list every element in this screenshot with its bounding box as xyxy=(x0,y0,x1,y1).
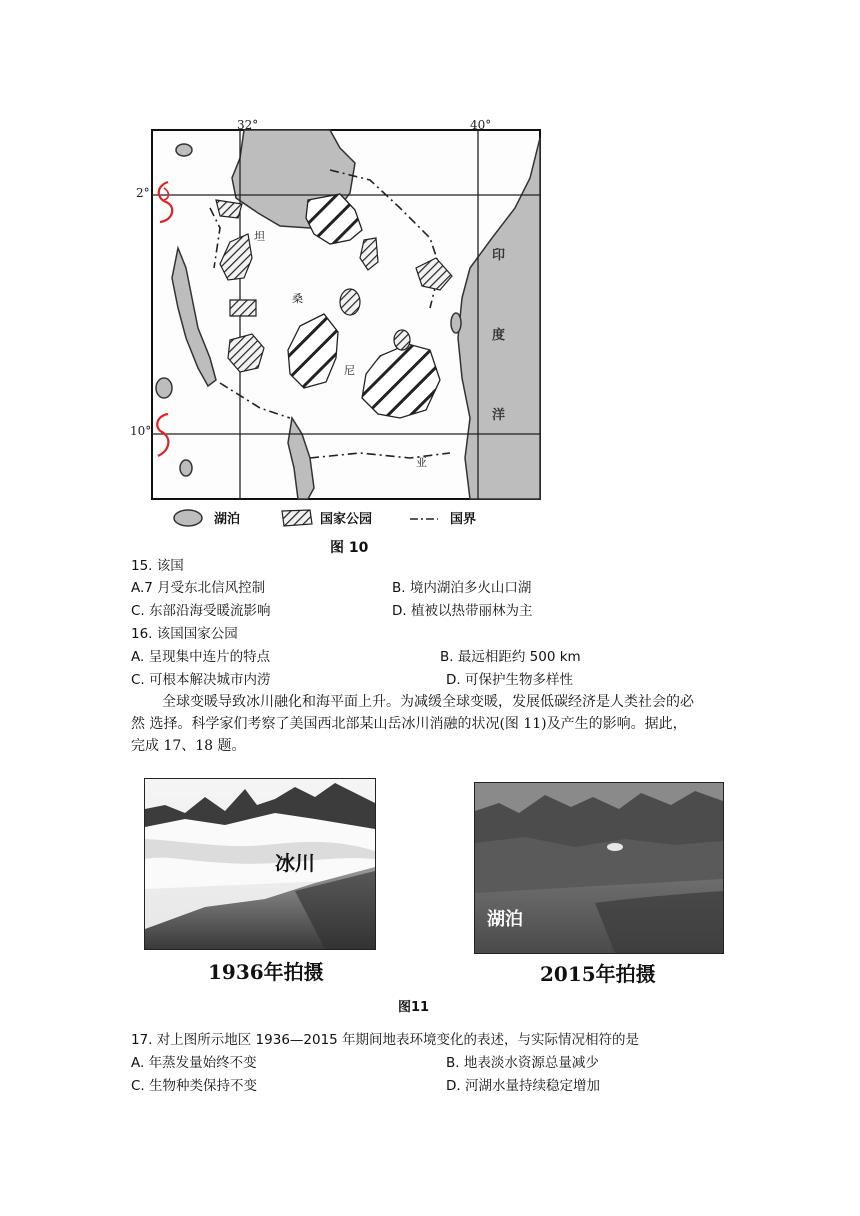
legend-park-swatch xyxy=(282,510,312,526)
lake-small xyxy=(180,460,192,476)
q15-option-a: A.7 月受东北信风控制 xyxy=(131,580,266,596)
lake-small xyxy=(451,313,461,333)
red-annotation-mark xyxy=(150,178,180,228)
q16-option-a: A. 呈现集中连片的特点 xyxy=(131,649,271,665)
q15-option-d: D. 植被以热带丽林为主 xyxy=(392,603,533,619)
figure-10 xyxy=(130,118,560,558)
lat-label-2: 2° xyxy=(136,186,150,200)
legend-park-label: 国家公园 xyxy=(320,512,373,527)
intro-line-2: 然 选择。科学家们考察了美国西北部某山岳冰川消融的状况(图 11)及产生的影响。据此， xyxy=(131,716,687,732)
country-char: 尼 xyxy=(344,364,355,377)
park-small-2 xyxy=(394,330,410,350)
red-annotation-mark xyxy=(148,412,178,462)
ocean-char: 度 xyxy=(492,328,506,343)
q16-option-c: C. 可根本解决城市内涝 xyxy=(131,672,271,688)
lon-label-32: 32° xyxy=(237,118,259,132)
q17-option-b: B. 地表淡水资源总量减少 xyxy=(446,1055,599,1071)
legend-border-label: 国界 xyxy=(450,512,477,527)
q15-option-c: C. 东部沿海受暖流影响 xyxy=(131,603,271,619)
q17-option-c: C. 生物种类保持不变 xyxy=(131,1078,258,1094)
q17-option-a: A. 年蒸发量始终不变 xyxy=(131,1055,257,1071)
q17-option-d: D. 河湖水量持续稳定增加 xyxy=(446,1078,600,1094)
q16-option-b: B. 最远相距约 500 km xyxy=(440,649,581,665)
ocean-char: 印 xyxy=(492,248,506,263)
ocean-char: 洋 xyxy=(492,408,506,423)
country-char: 坦 xyxy=(254,230,265,243)
q15-stem: 15. 该国 xyxy=(131,558,184,574)
legend-lake-swatch xyxy=(174,510,202,526)
photo-1936-caption: 1936年拍摄 xyxy=(208,960,324,984)
q17-stem: 17. 对上图所示地区 1936—2015 年期间地表环境变化的表述，与实际情况相符的是 xyxy=(131,1032,640,1048)
lake-small xyxy=(156,378,172,398)
photo-2015-caption: 2015年拍摄 xyxy=(540,962,656,986)
legend-lake-label: 湖泊 xyxy=(214,512,241,527)
park-oval xyxy=(340,289,360,315)
country-char: 亚 xyxy=(416,456,427,469)
photo-1936-label: 冰川 xyxy=(275,851,315,875)
figure-11-caption: 图11 xyxy=(398,1000,430,1015)
photo-1936 xyxy=(144,778,376,950)
figure-10-caption: 图 10 xyxy=(330,540,369,556)
q16-option-d: D. 可保护生物多样性 xyxy=(446,672,573,688)
q16-stem: 16. 该国国家公园 xyxy=(131,626,238,642)
q15-option-b: B. 境内湖泊多火山口湖 xyxy=(392,580,532,596)
lake-small xyxy=(176,144,192,156)
lat-label-10: 10° xyxy=(130,424,152,438)
lon-label-40: 40° xyxy=(470,118,492,132)
photo-2015-label: 湖泊 xyxy=(487,909,523,930)
intro-line-1: 全球变暖导致冰川融化和海平面上升。为减缓全球变暖，发展低碳经济是人类社会的必 xyxy=(162,694,694,710)
intro-line-3: 完成 17、18 题。 xyxy=(131,738,246,754)
photo-2015 xyxy=(474,782,724,954)
country-char: 桑 xyxy=(292,292,303,305)
park-rect xyxy=(230,300,256,316)
